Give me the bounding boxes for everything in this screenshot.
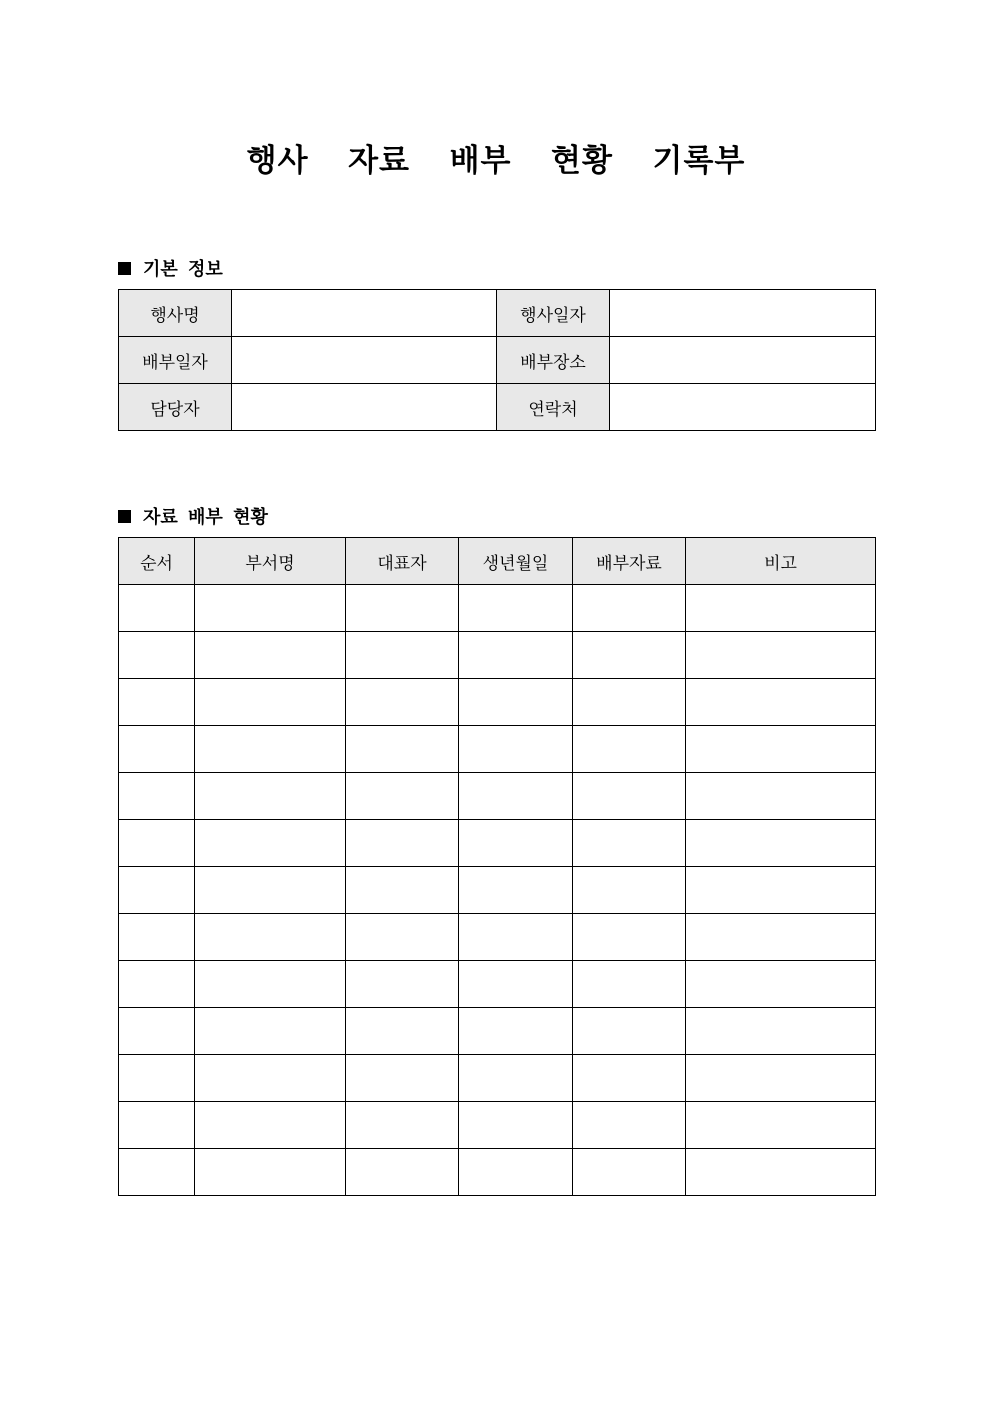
table-cell[interactable] bbox=[459, 1149, 573, 1196]
table-cell[interactable] bbox=[573, 679, 686, 726]
table-cell[interactable] bbox=[346, 726, 459, 773]
table-cell[interactable] bbox=[195, 1055, 346, 1102]
table-cell[interactable] bbox=[573, 632, 686, 679]
table-row bbox=[119, 1149, 876, 1196]
table-row bbox=[119, 961, 876, 1008]
table-row bbox=[119, 820, 876, 867]
table-row bbox=[119, 1102, 876, 1149]
table-cell[interactable] bbox=[686, 961, 876, 1008]
table-cell[interactable] bbox=[573, 1149, 686, 1196]
table-cell[interactable] bbox=[573, 773, 686, 820]
table-cell[interactable] bbox=[686, 1149, 876, 1196]
table-cell[interactable] bbox=[119, 961, 195, 1008]
table-cell[interactable] bbox=[573, 867, 686, 914]
info-value-field[interactable] bbox=[610, 290, 876, 337]
table-cell[interactable] bbox=[459, 961, 573, 1008]
table-cell[interactable] bbox=[686, 1008, 876, 1055]
table-cell[interactable] bbox=[346, 961, 459, 1008]
table-cell[interactable] bbox=[195, 726, 346, 773]
table-cell[interactable] bbox=[459, 914, 573, 961]
table-cell[interactable] bbox=[686, 820, 876, 867]
table-row bbox=[119, 867, 876, 914]
table-cell[interactable] bbox=[686, 773, 876, 820]
table-row bbox=[119, 726, 876, 773]
table-cell[interactable] bbox=[459, 1008, 573, 1055]
table-cell[interactable] bbox=[119, 679, 195, 726]
table-cell[interactable] bbox=[686, 1055, 876, 1102]
table-row bbox=[119, 585, 876, 632]
table-cell[interactable] bbox=[686, 867, 876, 914]
table-cell[interactable] bbox=[346, 679, 459, 726]
info-label: 배부장소 bbox=[497, 337, 610, 384]
info-label: 담당자 bbox=[119, 384, 232, 431]
document-title: 행사 자료 배부 현황 기록부 bbox=[246, 143, 746, 179]
table-cell[interactable] bbox=[195, 961, 346, 1008]
table-cell[interactable] bbox=[686, 914, 876, 961]
table-cell[interactable] bbox=[573, 820, 686, 867]
table-row bbox=[119, 679, 876, 726]
table-cell[interactable] bbox=[119, 773, 195, 820]
info-row bbox=[119, 384, 876, 431]
table-cell[interactable] bbox=[573, 914, 686, 961]
table-cell[interactable] bbox=[459, 1055, 573, 1102]
table-cell[interactable] bbox=[346, 914, 459, 961]
info-label: 행사일자 bbox=[497, 290, 610, 337]
table-cell[interactable] bbox=[346, 1149, 459, 1196]
table-cell[interactable] bbox=[119, 1008, 195, 1055]
table-cell[interactable] bbox=[195, 585, 346, 632]
table-cell[interactable] bbox=[119, 1055, 195, 1102]
table-cell[interactable] bbox=[459, 726, 573, 773]
table-row bbox=[119, 632, 876, 679]
table-cell[interactable] bbox=[195, 1102, 346, 1149]
section-heading-basic-info bbox=[118, 255, 223, 281]
table-cell[interactable] bbox=[573, 961, 686, 1008]
table-cell[interactable] bbox=[195, 679, 346, 726]
table-cell[interactable] bbox=[195, 914, 346, 961]
table-cell[interactable] bbox=[346, 1055, 459, 1102]
info-label: 연락처 bbox=[497, 384, 610, 431]
table-cell[interactable] bbox=[195, 867, 346, 914]
table-cell[interactable] bbox=[195, 632, 346, 679]
table-cell[interactable] bbox=[459, 773, 573, 820]
table-cell[interactable] bbox=[195, 1008, 346, 1055]
info-label: 배부일자 bbox=[119, 337, 232, 384]
table-cell[interactable] bbox=[686, 726, 876, 773]
square-bullet-icon bbox=[118, 262, 131, 275]
table-cell[interactable] bbox=[119, 820, 195, 867]
column-header: 부서명 bbox=[195, 538, 346, 585]
table-cell[interactable] bbox=[119, 1102, 195, 1149]
table-cell[interactable] bbox=[459, 632, 573, 679]
column-header: 순서 bbox=[119, 538, 195, 585]
square-bullet-icon bbox=[118, 510, 131, 523]
table-cell[interactable] bbox=[346, 1008, 459, 1055]
table-cell[interactable] bbox=[119, 867, 195, 914]
table-cell[interactable] bbox=[119, 914, 195, 961]
info-value-field[interactable] bbox=[232, 384, 497, 431]
table-cell[interactable] bbox=[459, 679, 573, 726]
table-cell[interactable] bbox=[119, 726, 195, 773]
info-value-field[interactable] bbox=[232, 290, 497, 337]
info-value-field[interactable] bbox=[610, 384, 876, 431]
table-cell[interactable] bbox=[119, 1149, 195, 1196]
info-label: 행사명 bbox=[119, 290, 232, 337]
table-cell[interactable] bbox=[346, 632, 459, 679]
section-title-distribution: 자료 배부 현황 bbox=[143, 507, 268, 528]
column-header: 대표자 bbox=[346, 538, 459, 585]
info-value-field[interactable] bbox=[232, 337, 497, 384]
distribution-table bbox=[118, 537, 876, 1196]
table-row bbox=[119, 914, 876, 961]
table-cell[interactable] bbox=[573, 726, 686, 773]
info-row bbox=[119, 290, 876, 337]
table-cell[interactable] bbox=[119, 585, 195, 632]
basic-info-table bbox=[118, 289, 876, 431]
table-cell[interactable] bbox=[686, 585, 876, 632]
table-cell[interactable] bbox=[573, 585, 686, 632]
table-cell[interactable] bbox=[346, 867, 459, 914]
info-row bbox=[119, 337, 876, 384]
table-cell[interactable] bbox=[119, 632, 195, 679]
table-cell[interactable] bbox=[686, 679, 876, 726]
table-cell[interactable] bbox=[459, 1102, 573, 1149]
table-cell[interactable] bbox=[686, 632, 876, 679]
table-cell[interactable] bbox=[346, 773, 459, 820]
table-cell[interactable] bbox=[459, 585, 573, 632]
section-title-basic-info: 기본 정보 bbox=[143, 259, 223, 280]
table-cell[interactable] bbox=[459, 820, 573, 867]
table-cell[interactable] bbox=[573, 1102, 686, 1149]
table-cell[interactable] bbox=[459, 867, 573, 914]
table-row bbox=[119, 773, 876, 820]
table-cell[interactable] bbox=[573, 1008, 686, 1055]
info-value-field[interactable] bbox=[610, 337, 876, 384]
table-cell[interactable] bbox=[195, 773, 346, 820]
table-row bbox=[119, 1055, 876, 1102]
column-header: 생년월일 bbox=[459, 538, 573, 585]
table-cell[interactable] bbox=[686, 1102, 876, 1149]
table-cell[interactable] bbox=[573, 1055, 686, 1102]
column-header: 배부자료 bbox=[573, 538, 686, 585]
column-header: 비고 bbox=[686, 538, 876, 585]
distribution-header-row bbox=[119, 538, 876, 585]
table-cell[interactable] bbox=[346, 1102, 459, 1149]
table-cell[interactable] bbox=[195, 1149, 346, 1196]
table-cell[interactable] bbox=[195, 820, 346, 867]
table-cell[interactable] bbox=[346, 820, 459, 867]
table-cell[interactable] bbox=[346, 585, 459, 632]
table-row bbox=[119, 1008, 876, 1055]
section-heading-distribution bbox=[118, 503, 268, 529]
